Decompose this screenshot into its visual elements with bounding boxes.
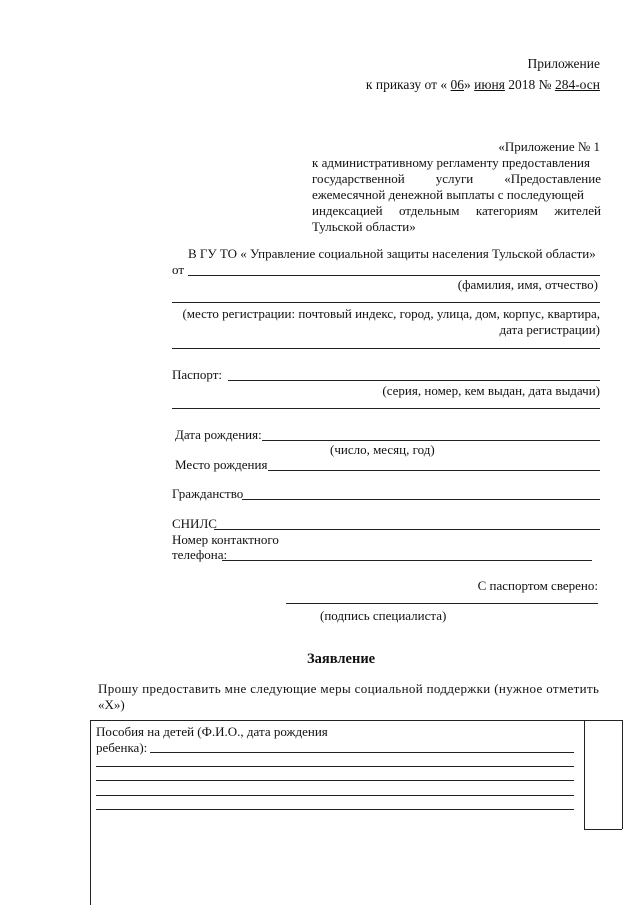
checkbox-children-benefits[interactable] <box>585 721 621 828</box>
addressee-to: В ГУ ТО « Управление социальной защиты населения Тульской области» <box>188 246 596 261</box>
fio-hint: (фамилия, имя, отчество) <box>457 277 598 292</box>
regulation-line-3 <box>312 171 601 187</box>
birth-date-line[interactable] <box>262 440 600 441</box>
appendix-title: Приложение <box>527 56 600 71</box>
order-no-sign: № <box>538 77 552 92</box>
passport-line[interactable] <box>228 380 600 381</box>
fio-line[interactable] <box>188 275 600 276</box>
regulation-line-1: «Приложение № 1 <box>498 139 600 154</box>
order-day: 06 <box>450 77 465 92</box>
citizenship-label: Гражданство <box>172 486 244 501</box>
birth-place-label: Место рождения <box>175 457 268 472</box>
passport-hint: (серия, номер, кем выдан, дата выдачи) <box>382 383 600 398</box>
from-label: от <box>172 262 185 277</box>
phone-line[interactable] <box>222 560 592 561</box>
order-quote-close: » <box>464 77 471 92</box>
children-line-4[interactable] <box>96 795 574 796</box>
order-number: 284-осн <box>554 77 600 92</box>
regulation-line-5 <box>312 203 601 219</box>
order-prefix: к приказу от « <box>365 77 448 92</box>
phone-label-line-2: телефона: <box>172 547 228 562</box>
snils-line[interactable] <box>214 529 600 530</box>
children-line-2[interactable] <box>96 766 574 767</box>
statement-text-line-1 <box>98 681 600 697</box>
birth-date-hint: (число, месяц, год) <box>330 442 435 457</box>
passport-line-2[interactable] <box>172 408 600 409</box>
statement-title: Заявление <box>307 651 376 667</box>
birth-date-label: Дата рождения: <box>175 427 262 442</box>
birth-place-line[interactable] <box>268 470 600 471</box>
regulation-line-3-word-2: услуги <box>435 171 474 186</box>
citizenship-line[interactable] <box>242 499 600 500</box>
order-reference <box>366 77 600 93</box>
statement-text: Прошу предоставить мне следующие меры социальной поддержки (нужное отметить <box>98 681 600 696</box>
children-benefits-label-line-1: Пособия на детей (Ф.И.О., дата рождения <box>96 724 328 739</box>
signature-hint: (подпись специалиста) <box>320 608 447 623</box>
children-line-5[interactable] <box>96 809 574 810</box>
order-year: 2018 <box>508 77 536 92</box>
regulation-line-5-word-2: отдельным <box>398 203 460 218</box>
regulation-line-5-word-1: индексацией <box>312 203 383 218</box>
regulation-line-5-word-4: жителей <box>554 203 601 218</box>
children-line-1[interactable] <box>150 752 574 753</box>
table-right-border <box>622 720 623 829</box>
registration-line-2[interactable] <box>172 348 600 349</box>
regulation-line-2: к административному регламенту предоставления <box>312 155 590 170</box>
phone-label-line-1: Номер контактного <box>172 532 279 547</box>
verified-label: С паспортом сверено: <box>477 578 598 593</box>
regulation-line-3-word-3: «Предоставление <box>504 171 601 186</box>
snils-label: СНИЛС <box>172 516 217 531</box>
table-left-border <box>90 720 91 905</box>
table-top-border <box>90 720 622 721</box>
regulation-line-4: ежемесячной денежной выплаты с последующей <box>312 187 585 202</box>
regulation-line-3-word-1: государственной <box>312 171 405 186</box>
regulation-line-6: Тульской области» <box>312 219 416 234</box>
registration-hint-line-1: (место регистрации: почтовый индекс, город, улица, дом, корпус, квартира, <box>182 306 600 321</box>
children-line-3[interactable] <box>96 780 574 781</box>
checkbox-bottom-border <box>584 829 622 830</box>
children-benefits-label-line-2: ребенка): <box>96 740 148 755</box>
registration-line[interactable] <box>172 302 600 303</box>
regulation-line-5-word-3: категориям <box>475 203 539 218</box>
passport-label: Паспорт: <box>172 367 223 382</box>
order-month: июня <box>474 77 505 92</box>
registration-hint-line-2: дата регистрации) <box>499 322 600 337</box>
statement-text-line-2: «Х») <box>98 697 125 712</box>
signature-line[interactable] <box>286 603 598 604</box>
